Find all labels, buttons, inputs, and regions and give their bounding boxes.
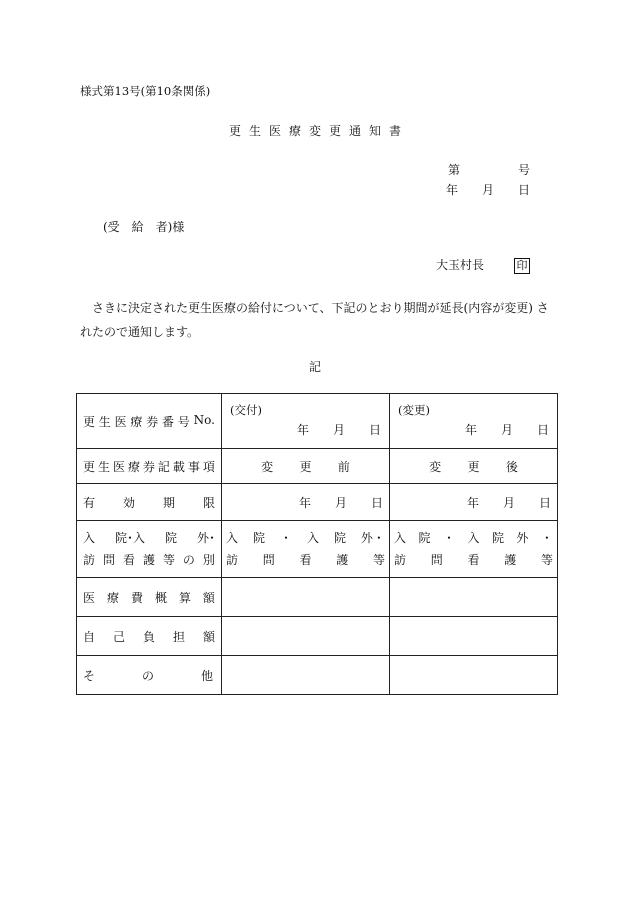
document-number-line (448, 161, 530, 178)
label-char: 効 (122, 495, 135, 510)
label-char: 院･入 (114, 531, 145, 545)
care-type-char: 護 (336, 553, 349, 567)
care-type-char: 外・ (360, 531, 385, 545)
issued-tag: (交付) (230, 403, 262, 417)
document-date-line (446, 181, 530, 198)
form-number: 様式第13号(第10条関係) (80, 84, 211, 98)
label-char: 担 (172, 629, 185, 644)
self-pay-before-cell (222, 617, 390, 656)
care-type-char: 入 (467, 531, 480, 545)
label-char: 護 (142, 553, 155, 567)
ki-heading: 記 (308, 360, 321, 374)
care-type-char: 護 (504, 553, 517, 567)
label-char: 療 (130, 414, 143, 429)
care-type-char: 問 (430, 553, 443, 567)
table-row (77, 449, 558, 484)
date-month: 月 (481, 183, 494, 197)
label-char: 更 (83, 459, 96, 474)
care-type-char: 看 (467, 553, 480, 567)
care-type-char: 等 (540, 553, 553, 567)
seal-stamp: 印 (514, 258, 530, 274)
label-char: 載 (172, 459, 185, 474)
care-type-char: 問 (262, 553, 275, 567)
label-char: 更 (83, 414, 96, 429)
self-pay-after-cell (390, 617, 558, 656)
date-year: 年 (445, 183, 458, 197)
label-char: 負 (142, 629, 155, 644)
label-char: 療 (127, 459, 140, 474)
label-char: 療 (106, 590, 119, 605)
label-char: 己 (112, 629, 125, 644)
label-char: そ (83, 668, 96, 683)
label-card-entries (77, 449, 222, 484)
other-after-cell (390, 656, 558, 695)
label-char: 額 (202, 590, 215, 605)
label-char: 額 (202, 629, 215, 644)
label-self-pay (77, 617, 222, 656)
cost-before-cell (222, 578, 390, 617)
table-row (77, 656, 558, 695)
table-row (77, 617, 558, 656)
care-type-char: ・ (442, 531, 455, 545)
care-type-char: 等 (372, 553, 385, 567)
label-char: 限 (202, 495, 215, 510)
cost-after-cell (390, 578, 558, 617)
number-prefix: 第 (447, 163, 460, 177)
before-char: 前 (337, 459, 350, 474)
table-row (77, 578, 558, 617)
label-other (77, 656, 222, 695)
label-char: 自 (83, 629, 96, 644)
issuer-name: 大玉村長 (435, 258, 484, 272)
table-row (77, 521, 558, 578)
care-type-char: 入 (394, 531, 407, 545)
document-title: 更生医療変更通知書 (228, 124, 409, 138)
number-suffix: 号 (517, 163, 530, 177)
care-type-char: 院 (333, 531, 346, 545)
after-char: 変 (429, 459, 442, 474)
label-char: No. (193, 412, 215, 427)
label-char: 事 (187, 459, 200, 474)
changed-date-cell (390, 394, 558, 449)
table-row (77, 394, 558, 449)
label-char: 生 (98, 414, 111, 429)
label-char: 医 (112, 459, 125, 474)
issued-date-cell (222, 394, 390, 449)
label-char: 別 (202, 553, 215, 567)
validity-after-cell: 年 月 日 (390, 484, 558, 521)
label-char: 生 (97, 459, 110, 474)
after-change-cell (390, 449, 558, 484)
care-type-before-cell (222, 521, 390, 578)
table-row (77, 484, 558, 521)
date-day: 日 (517, 183, 530, 197)
changed-tag: (変更) (398, 403, 430, 417)
label-char: 外･ (196, 531, 215, 545)
label-char: 概 (154, 590, 167, 605)
label-card-number (77, 394, 222, 449)
after-char: 後 (505, 459, 518, 474)
label-char: の (182, 553, 195, 567)
care-type-char: ・ (279, 531, 292, 545)
label-char: 問 (102, 553, 115, 567)
validity-before-cell: 年 月 日 (222, 484, 390, 521)
label-char: 期 (162, 495, 175, 510)
label-char: 入 (83, 531, 96, 545)
care-type-char: 訪 (394, 553, 407, 567)
label-validity (77, 484, 222, 521)
before-char: 変 (261, 459, 274, 474)
label-char: 券 (146, 414, 159, 429)
label-char: 等 (162, 553, 175, 567)
before-change-cell (222, 449, 390, 484)
label-care-type (77, 521, 222, 578)
notice-text: さきに決定された更生医療の給付について、下記のとおり期間が延長(内容が変更) されたので通知します。 (80, 301, 549, 339)
care-type-char: 入 (226, 531, 239, 545)
before-char: 更 (299, 459, 312, 474)
other-before-cell (222, 656, 390, 695)
care-type-after-cell (390, 521, 558, 578)
label-char: 訪 (83, 553, 96, 567)
care-type-char: 院 (491, 531, 504, 545)
label-estimated-cost (77, 578, 222, 617)
changed-date: 年 月 日 (464, 423, 549, 437)
label-char: 記 (157, 459, 170, 474)
care-type-char: ・ (540, 531, 553, 545)
label-char: 有 (83, 495, 96, 510)
care-type-char: 院 (252, 531, 265, 545)
care-type-char: 訪 (226, 553, 239, 567)
label-char: 算 (178, 590, 191, 605)
label-char: の (141, 668, 154, 683)
label-char: 番 (161, 414, 174, 429)
label-char: 医 (114, 414, 127, 429)
recipient: (受 給 者)様 (103, 220, 185, 234)
label-char: 号 (177, 414, 190, 429)
label-char: 券 (142, 459, 155, 474)
after-char: 更 (467, 459, 480, 474)
issuer (436, 256, 530, 274)
label-char: 医 (83, 590, 96, 605)
care-type-char: 外 (516, 531, 529, 545)
form-table (76, 393, 558, 695)
label-char: 費 (130, 590, 143, 605)
care-type-char: 看 (299, 553, 312, 567)
care-type-char: 入 (306, 531, 319, 545)
label-char: 看 (122, 553, 135, 567)
care-type-char: 院 (418, 531, 431, 545)
label-char: 項 (202, 459, 215, 474)
label-char: 他 (200, 668, 213, 683)
issued-date: 年 月 日 (296, 423, 381, 437)
label-char: 院 (164, 531, 177, 545)
